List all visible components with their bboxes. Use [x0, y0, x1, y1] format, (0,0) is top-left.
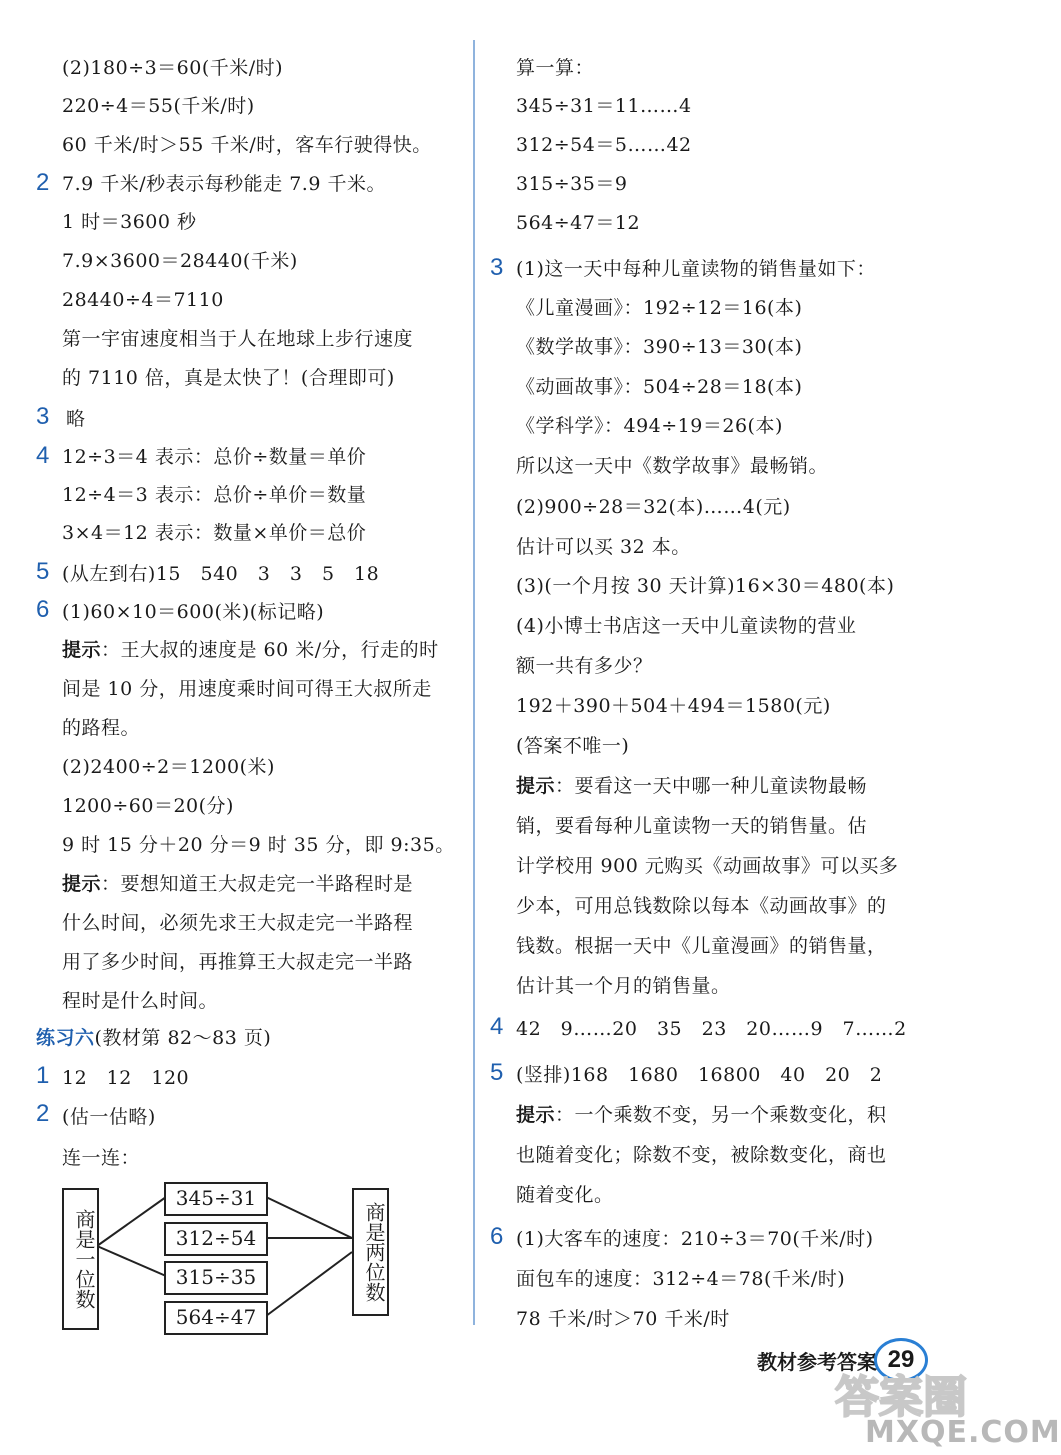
left-line-9: 的 7110 倍，真是太快了！(合理即可): [62, 367, 395, 389]
left-line-7: 28440÷4＝7110: [62, 289, 224, 311]
expression-box-3: 315÷35: [164, 1261, 268, 1295]
right-line-2: 345÷31＝11……4: [516, 95, 692, 117]
left-line-29: 连一连：: [62, 1147, 141, 1169]
question-number-2b: 2: [36, 1100, 50, 1127]
left-line-22: 提示：要想知道王大叔走完一半路程时是: [62, 873, 414, 895]
left-line-27: 12 12 120: [62, 1067, 190, 1089]
right-line-7: 《儿童漫画》：192÷12＝16(本): [516, 297, 803, 319]
hint-label: 提示: [62, 873, 102, 895]
left-line-10: 略: [66, 408, 86, 430]
expression-box-1: 345÷31: [164, 1182, 268, 1216]
right-line-29: 随着变化。: [516, 1184, 614, 1206]
question-number-6r: 6: [490, 1223, 504, 1250]
left-line-3: 60 千米/时＞55 千米/时，客车行驶得快。: [62, 134, 432, 156]
left-line-12: 12÷4＝3 表示：总价÷单价＝数量: [62, 484, 367, 506]
right-line-1: 算一算：: [516, 57, 595, 79]
svg-text:答案圈: 答案圈: [835, 1372, 967, 1423]
right-line-26: (竖排)168 1680 16800 40 20 2: [516, 1064, 883, 1086]
right-line-22: 少本，可用总钱数除以每本《动画故事》的: [516, 895, 887, 917]
left-line-4: 7.9 千米/秒表示每秒能走 7.9 千米。: [62, 173, 386, 195]
right-line-23: 钱数。根据一天中《儿童漫画》的销售量，: [516, 935, 887, 957]
left-line-15: (1)60×10＝600(米)(标记略): [62, 601, 325, 623]
left-line-14: (从左到右)15 540 3 3 5 18: [62, 563, 380, 585]
left-line-11: 12÷3＝4 表示：总价÷数量＝单价: [62, 446, 367, 468]
right-line-20: 销，要看每种儿童读物一天的销售量。估: [516, 815, 868, 837]
right-line-19: 提示：要看这一天中哪一种儿童读物最畅: [516, 775, 868, 797]
right-line-3: 312÷54＝5……42: [516, 134, 692, 156]
right-line-31: 面包车的速度：312÷4＝78(千米/时): [516, 1268, 846, 1290]
question-number-5: 5: [36, 558, 50, 585]
left-line-25: 程时是什么时间。: [62, 990, 219, 1012]
left-line-17: 间是 10 分，用速度乘时间可得王大叔所走: [62, 678, 432, 700]
left-line-18: 的路程。: [62, 717, 141, 739]
right-line-14: (3)(一个月按 30 天计算)16×30＝480(本): [516, 575, 895, 597]
right-line-27: 提示：一个乘数不变，另一个乘数变化，积: [516, 1104, 887, 1126]
right-line-9: 《动画故事》：504÷28＝18(本): [516, 376, 803, 398]
question-number-4: 4: [36, 442, 50, 469]
left-line-21: 9 时 15 分＋20 分＝9 时 35 分，即 9:35。: [62, 834, 455, 856]
right-line-17: 192＋390＋504＋494＝1580(元): [516, 695, 831, 717]
section-header: 练习六(教材第 82～83 页): [36, 1027, 272, 1049]
left-line-23: 什么时间，必须先求王大叔走完一半路程: [62, 912, 414, 934]
right-line-30: (1)大客车的速度：210÷3＝70(千米/时): [516, 1228, 874, 1250]
left-line-16: 提示：王大叔的速度是 60 米/分，行走的时: [62, 639, 439, 661]
left-line-20: 1200÷60＝20(分): [62, 795, 234, 817]
right-line-21: 计学校用 900 元购买《动画故事》可以买多: [516, 855, 899, 877]
left-line-13: 3×4＝12 表示：数量×单价＝总价: [62, 522, 367, 544]
question-number-1: 1: [36, 1062, 50, 1089]
column-divider: [473, 40, 475, 1325]
right-line-4: 315÷35＝9: [516, 173, 628, 195]
hint-label: 提示: [516, 1104, 556, 1126]
right-line-28: 也随着变化；除数不变，被除数变化，商也: [516, 1144, 887, 1166]
question-number-4r: 4: [490, 1013, 504, 1040]
right-line-10: 《学科学》：494÷19＝26(本): [516, 415, 783, 437]
hint-label: 提示: [62, 639, 102, 661]
right-line-32: 78 千米/时＞70 千米/时: [516, 1308, 730, 1330]
hint-label: 提示: [516, 775, 556, 797]
right-line-15: (4)小博士书店这一天中儿童读物的营业: [516, 615, 857, 637]
left-line-5: 1 时＝3600 秒: [62, 211, 197, 233]
right-line-18: (答案不唯一): [516, 735, 630, 757]
watermark-url: MXQE.COM: [865, 1415, 1061, 1450]
right-line-6: (1)这一天中每种儿童读物的销售量如下：: [516, 258, 876, 280]
left-line-6: 7.9×3600＝28440(千米): [62, 250, 298, 272]
question-number-2: 2: [36, 169, 50, 196]
expression-box-2: 312÷54: [164, 1222, 268, 1256]
right-line-25: 42 9……20 35 23 20……9 7……2: [516, 1018, 907, 1040]
question-number-3: 3: [36, 403, 50, 430]
question-number-6: 6: [36, 596, 50, 623]
question-number-3r: 3: [490, 254, 504, 281]
left-line-24: 用了多少时间，再推算王大叔走完一半路: [62, 951, 414, 973]
section-title: 练习六: [36, 1027, 95, 1049]
right-category-box: 商是两位数: [352, 1188, 389, 1316]
right-line-24: 估计其一个月的销售量。: [516, 975, 731, 997]
left-category-box: 商是一位数: [62, 1188, 99, 1330]
left-line-28: (估一估略): [62, 1106, 156, 1128]
question-number-5r: 5: [490, 1059, 504, 1086]
right-line-5: 564÷47＝12: [516, 212, 641, 234]
right-line-16: 额一共有多少？: [516, 655, 653, 677]
left-line-8: 第一宇宙速度相当于人在地球上步行速度: [62, 328, 414, 350]
left-line-1: (2)180÷3＝60(千米/时): [62, 57, 284, 79]
right-line-12: (2)900÷28＝32(本)……4(元): [516, 496, 791, 518]
right-line-11: 所以这一天中《数学故事》最畅销。: [516, 455, 829, 477]
left-line-19: (2)2400÷2＝1200(米): [62, 756, 275, 778]
left-line-2: 220÷4＝55(千米/时): [62, 95, 255, 117]
expression-box-4: 564÷47: [164, 1301, 268, 1335]
footer-label: 教材参考答案: [757, 1350, 877, 1374]
right-line-13: 估计可以买 32 本。: [516, 536, 691, 558]
page-number: 29: [874, 1338, 928, 1382]
right-line-8: 《数学故事》：390÷13＝30(本): [516, 336, 803, 358]
